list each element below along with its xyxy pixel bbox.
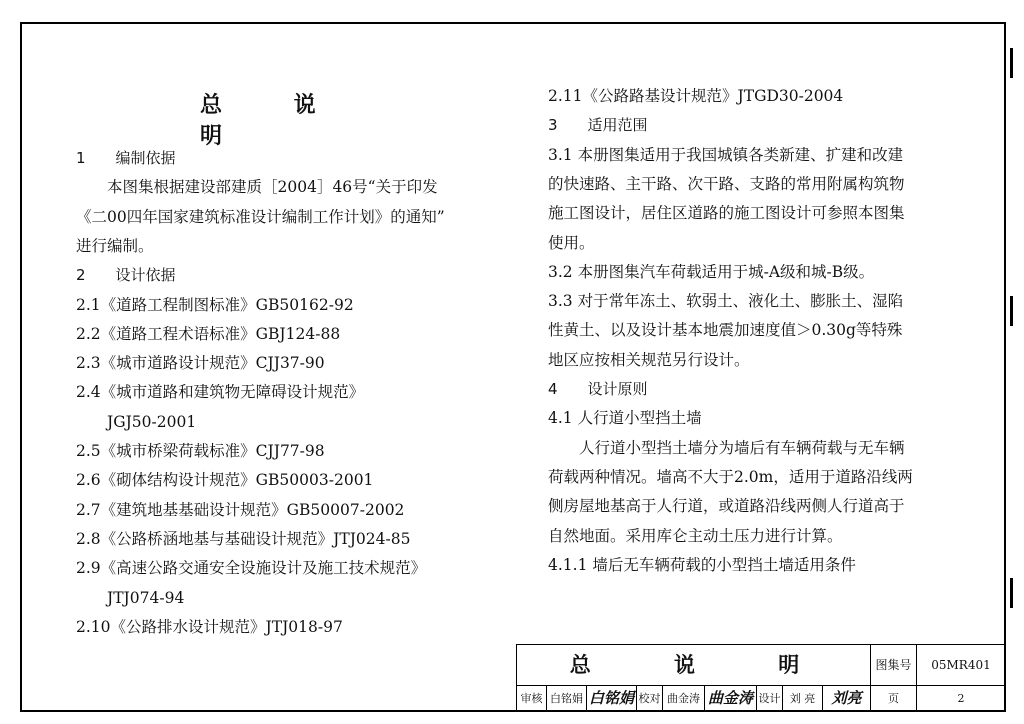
text-line: 2.6《砌体结构设计规范》GB50003-2001: [76, 471, 374, 490]
trim-mark: [1010, 578, 1013, 608]
section-heading: 3 适用范围: [548, 116, 648, 135]
text-line: 侧房屋地基高于人行道，或道路沿线两侧人行道高于: [548, 497, 905, 516]
text-line: 性黄土、以及设计基本地震加速度值＞0.30g等特殊: [548, 321, 903, 340]
section-heading: 4 设计原则: [548, 380, 648, 398]
text-line: JGJ50-2001: [76, 412, 197, 431]
design-name: 刘 亮: [783, 686, 823, 711]
review-signature: 白铭娟: [587, 686, 637, 711]
text-line: 3.2 本册图集汽车荷载适用于城-A级和城-B级。: [548, 262, 875, 281]
text-line: 2.11《公路路基设计规范》JTGD30-2004: [548, 87, 844, 105]
trim-mark: [1010, 48, 1013, 78]
text-line: 使用。: [548, 233, 595, 252]
text-line: 2.9《高速公路交通安全设施设计及施工技术规范》: [76, 559, 427, 578]
text-line: 2.8《公路桥涵地基与基础设计规范》JTJ024-85: [76, 529, 411, 548]
section-heading: 1 编制依据: [76, 149, 176, 167]
check-signature: 曲金涛: [705, 686, 757, 711]
atlas-label: 图集号: [871, 645, 917, 685]
title-block: [516, 644, 1006, 712]
text-line: 2.2《道路工程术语标准》GBJ124-88: [76, 324, 341, 343]
text-line: 荷载两种情况。墙高不大于2.0m，适用于道路沿线两: [548, 467, 913, 486]
review-name: 白铭娟: [547, 686, 587, 711]
text-line: 进行编制。: [76, 236, 154, 255]
document-title: 总 说 明: [200, 93, 348, 149]
page-number: 2: [957, 692, 965, 705]
text-line: 自然地面。采用库仑主动土压力进行计算。: [548, 526, 843, 545]
trim-mark: [1010, 296, 1013, 326]
title-block-row-2: [517, 686, 1005, 711]
text-line: 2.4《城市道路和建筑物无障碍设计规范》: [76, 383, 365, 402]
title-block-title: 总 说 明: [517, 645, 871, 685]
section-heading: 2 设计依据: [76, 266, 176, 285]
text-line: JTJ074-94: [76, 588, 185, 607]
text-line: 4.1 人行道小型挡土墙: [548, 409, 702, 428]
atlas-number: 05MR401: [931, 658, 991, 672]
text-line: 《二00四年国家建筑标准设计编制工作计划》的通知”: [76, 207, 445, 226]
text-line: 2.5《城市桥梁荷载标准》CJJ77-98: [76, 442, 325, 460]
text-line: 2.1《道路工程制图标准》GB50162-92: [76, 295, 354, 314]
text-line: 2.10《公路排水设计规范》JTJ018-97: [76, 617, 343, 636]
review-label: 审核: [517, 686, 547, 711]
page-label: 页: [871, 686, 917, 711]
text-line: 施工图设计，居住区道路的施工图设计可参照本图集: [548, 204, 905, 223]
text-line: 3.3 对于常年冻土、软弱土、液化土、膨胀土、湿陷: [548, 292, 904, 311]
design-label: 设计: [757, 686, 783, 711]
text-line: 4.1.1 墙后无车辆荷载的小型挡土墙适用条件: [548, 555, 856, 574]
text-line: 3.1 本册图集适用于我国城镇各类新建、扩建和改建: [548, 145, 904, 164]
text-line: 人行道小型挡土墙分为墙后有车辆荷载与无车辆: [548, 438, 905, 457]
check-name: 曲金涛: [663, 686, 705, 711]
text-line: 2.7《建筑地基基础设计规范》GB50007-2002: [76, 500, 405, 519]
text-line: 2.3《城市道路设计规范》CJJ37-90: [76, 354, 325, 373]
text-line: 地区应按相关规范另行设计。: [548, 350, 750, 369]
check-label: 校对: [637, 686, 663, 711]
text-line: 的快速路、主干路、次干路、支路的常用附属构筑物: [548, 174, 905, 193]
text-line: 本图集根据建设部建质［2004］46号“关于印发: [76, 178, 438, 197]
design-signature: 刘亮: [823, 686, 871, 711]
title-block-row-1: [517, 645, 1005, 686]
